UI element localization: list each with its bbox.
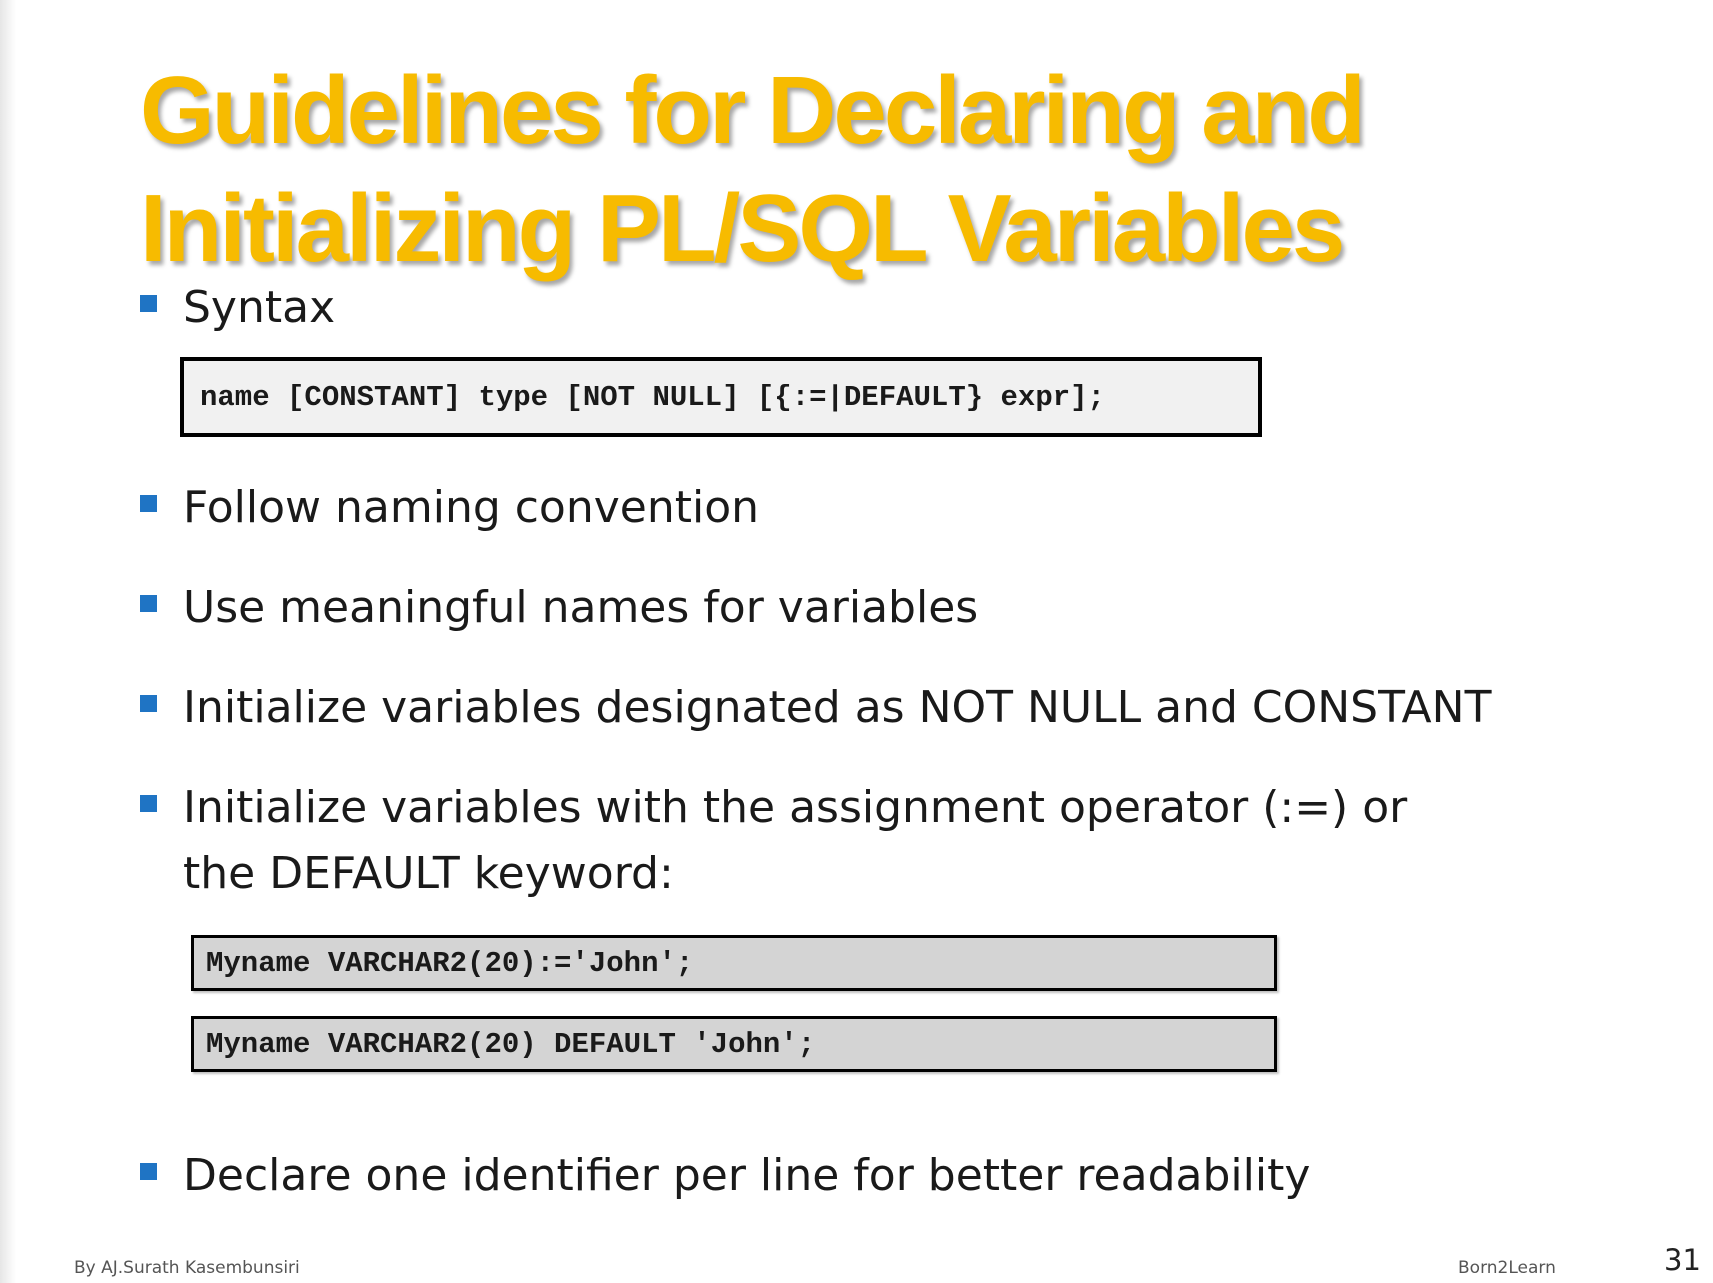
square-bullet-icon bbox=[140, 795, 157, 812]
bullet-syntax bbox=[140, 275, 1560, 341]
square-bullet-icon bbox=[140, 295, 157, 312]
bullet-initialize-assignment bbox=[140, 775, 1480, 907]
square-bullet-icon bbox=[140, 695, 157, 712]
page-number: 31 bbox=[1664, 1243, 1701, 1277]
slide-edge-shadow bbox=[0, 0, 16, 1283]
example-code-box-default bbox=[191, 1016, 1277, 1072]
bullet-text: Follow naming convention bbox=[183, 482, 760, 533]
bullet-text: Initialize variables designated as NOT NULL and CONSTANT bbox=[183, 682, 1492, 733]
bullet-one-per-line bbox=[140, 1143, 1560, 1209]
square-bullet-icon bbox=[140, 595, 157, 612]
bullet-text: Initialize variables with the assignment operator (:=) or the DEFAULT keyword: bbox=[183, 782, 1408, 899]
footer-brand: Born2Learn bbox=[1458, 1258, 1556, 1278]
bullet-meaningful-names bbox=[140, 575, 1560, 641]
syntax-code-box bbox=[180, 357, 1262, 437]
bullet-initialize-not-null bbox=[140, 675, 1560, 741]
example-code: Myname VARCHAR2(20):='John'; bbox=[206, 946, 694, 980]
bullet-text: Syntax bbox=[183, 282, 336, 333]
footer-author: By AJ.Surath Kasembunsiri bbox=[74, 1258, 300, 1278]
bullet-text: Use meaningful names for variables bbox=[183, 582, 979, 633]
square-bullet-icon bbox=[140, 495, 157, 512]
example-code-box-assignment bbox=[191, 935, 1277, 991]
syntax-code: name [CONSTANT] type [NOT NULL] [{:=|DEFAULT} expr]; bbox=[200, 380, 1105, 414]
bullet-naming-convention bbox=[140, 475, 1560, 541]
example-code: Myname VARCHAR2(20) DEFAULT 'John'; bbox=[206, 1027, 816, 1061]
bullet-text: Declare one identifier per line for better readability bbox=[183, 1150, 1311, 1201]
square-bullet-icon bbox=[140, 1163, 157, 1180]
slide-title: Guidelines for Declaring and Initializing PL/SQL Variables bbox=[140, 57, 1363, 282]
